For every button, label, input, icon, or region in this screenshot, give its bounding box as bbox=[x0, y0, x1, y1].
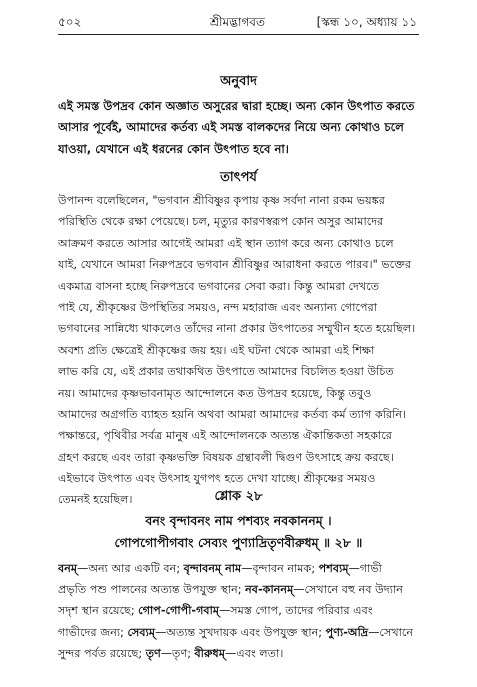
synonym-gloss: গাভীদের জন্য; bbox=[58, 625, 128, 639]
synonym-gloss: —সমস্ত গোপ, তাদের পরিবার এবং bbox=[219, 604, 373, 618]
synonym-gloss: —অত্যন্ত সুখদায়ক এবং উপযুক্ত স্থান; bbox=[155, 625, 326, 639]
synonym-line bbox=[58, 579, 418, 600]
synonym-gloss: —এবং লতা। bbox=[225, 646, 284, 660]
purport-line: এইভাবে উৎপাত এবং উৎসাহ যুগপৎ হতে দেখা যাচ্ছে। শ্রীকৃষ্ণের সময়ও bbox=[58, 472, 376, 486]
translation-line: আসার পূর্বেই, আমাদের কর্তব্য এই সমস্ত বালকদের নিয়ে অন্য কোথাও চলে bbox=[58, 120, 404, 135]
purport-line: একমাত্র বাসনা হচ্ছে নিরুপদ্রবে ভগবানের সেবা করা। কিন্তু আমরা দেখতে bbox=[58, 279, 380, 293]
translation-heading: অনুবাদ bbox=[220, 74, 257, 89]
synonym-term: গোপ-গোপী-গবাম্ bbox=[138, 604, 220, 618]
purport-line: অবশ্য প্রতি ক্ষেত্রেই শ্রীকৃষ্ণের জয় হয়। এই ঘটনা থেকে আমরা এই শিক্ষা bbox=[58, 343, 375, 357]
purport-line: তেমনই হয়েছিল। bbox=[58, 493, 133, 507]
synonym-gloss: প্রভৃতি পশু পালনের অত্যন্ত উপযুক্ত স্থান; bbox=[58, 583, 246, 597]
synonym-term: সেব্যম্ bbox=[127, 625, 156, 639]
synonym-gloss: সদৃশ স্থান রয়েছে; bbox=[58, 604, 139, 618]
synonym-gloss: —অন্য আর একটি বন; bbox=[77, 562, 184, 575]
synonym-term: তৃণ bbox=[145, 646, 161, 660]
verse-line: গোপগোপীগবাং সেব্যং পুণ্যাদ্রিতৃণবীরুধম্ ॥ ২৮ ॥ bbox=[114, 535, 363, 550]
synonym-term: পুণ্য-অদ্রি bbox=[325, 625, 369, 639]
synonym-gloss: সুন্দর পর্বত রয়েছে; bbox=[58, 646, 146, 660]
synonym-line bbox=[58, 643, 418, 664]
synonyms-text bbox=[58, 558, 418, 664]
book-title: শ্রীমদ্ভাগবত bbox=[209, 15, 265, 29]
purport-text bbox=[58, 190, 418, 511]
synonym-gloss: —সেখানে bbox=[368, 625, 414, 639]
synonym-term: নব-কাননম্ bbox=[245, 583, 294, 597]
purport-line: নয়। আমাদের কৃষ্ণভাবনামৃত আন্দোলনে কত উপদ্রব হয়েছে, কিন্তু তবুও bbox=[58, 386, 372, 400]
purport-line: আমাদের অগ্রগতি ব্যাহত হয়নি অথবা আমরা আমাদের কর্তব্য কর্ম ত্যাগ করিনি। bbox=[58, 407, 407, 421]
purport-line: ভগবানের সান্নিধ্যে থাকলেও তাঁদের নানা প্রকার উৎপাতের সম্মুখীন হতে হয়েছিল। bbox=[58, 322, 416, 336]
synonym-line bbox=[58, 558, 418, 579]
synonym-gloss: —তৃণ; bbox=[160, 646, 195, 660]
translation-line: যাওয়া, যেখানে এই ধরনের কোন উৎপাত হবে না। bbox=[58, 141, 289, 156]
purport-line: উপানন্দ বলেছিলেন, "ভগবান শ্রীবিষ্ণুর কৃপায় কৃষ্ণ সর্বদা নানা রকম ভয়ঙ্কর bbox=[58, 194, 385, 207]
purport-line: গ্রহণ করছে এবং তারা কৃষ্ণভক্তি বিষয়ক গ্রন্থাবলী দ্বিগুণ উৎসাহে ক্রয় করছে। bbox=[58, 450, 394, 464]
verse-text bbox=[0, 510, 477, 554]
section-reference: [স্কন্ধ ১০, অধ্যায় ১১ bbox=[316, 15, 417, 29]
synonym-term: পশব্যম্ bbox=[318, 562, 349, 575]
purport-heading: তাৎপর্য bbox=[220, 170, 257, 185]
verse-heading: শ্লোক ২৮ bbox=[214, 489, 263, 504]
synonym-term: বৃন্দাবনম্ নাম bbox=[183, 562, 242, 575]
synonym-gloss: —গাভী bbox=[348, 562, 382, 575]
synonym-line bbox=[58, 600, 418, 621]
purport-line: পাই যে, শ্রীকৃষ্ণের উপস্থিতির সময়ও, নন্দ মহারাজ এবং অন্যান্য গোপেরা bbox=[58, 300, 378, 314]
synonym-gloss: —সেখানে বহু নব উদ্যান bbox=[293, 583, 403, 597]
verse-line: বনং বৃন্দাবনং নাম পশব্যং নবকাননম্ । bbox=[145, 513, 332, 528]
page-number: ৫০২ bbox=[58, 15, 82, 29]
synonym-term: বনম্ bbox=[58, 562, 78, 575]
page-header bbox=[58, 14, 417, 32]
synonym-gloss: —বৃন্দাবন নামক; bbox=[241, 562, 319, 575]
synonym-term: বীরুধম্ bbox=[194, 646, 226, 660]
header-rule bbox=[58, 34, 419, 35]
purport-line: লাভ করি যে, এই প্রকার তথাকথিত উৎপাতে আমাদের বিচলিত হওয়া উচিত bbox=[58, 365, 394, 379]
purport-line: আক্রমণ করতে আসার আগেই আমরা এই স্থান ত্যাগ করে অন্য কোথাও চলে bbox=[58, 236, 394, 250]
purport-line: পরিস্থিতি থেকে রক্ষা পেয়েছে। চল, মৃত্যুর কারণস্বরূপ কোন অসুর আমাদের bbox=[58, 215, 384, 229]
purport-line: পক্ষান্তরে, পৃথিবীর সর্বত্র মানুষ এই আন্দোলনকে অত্যন্ত ঐকান্তিকতা সহকারে bbox=[58, 429, 392, 443]
translation-line: এই সমস্ত উপদ্রব কোন অজ্ঞাত অসুরের দ্বারা হচ্ছে। অন্য কোন উৎপাত করতে bbox=[58, 99, 415, 113]
purport-line: যাই, যেখানে আমরা নিরুপদ্রবে ভগবান শ্রীবিষ্ণুর আরাধনা করতে পারব।" ভক্তের bbox=[58, 258, 412, 272]
synonym-line bbox=[58, 622, 418, 643]
translation-text bbox=[58, 96, 418, 160]
